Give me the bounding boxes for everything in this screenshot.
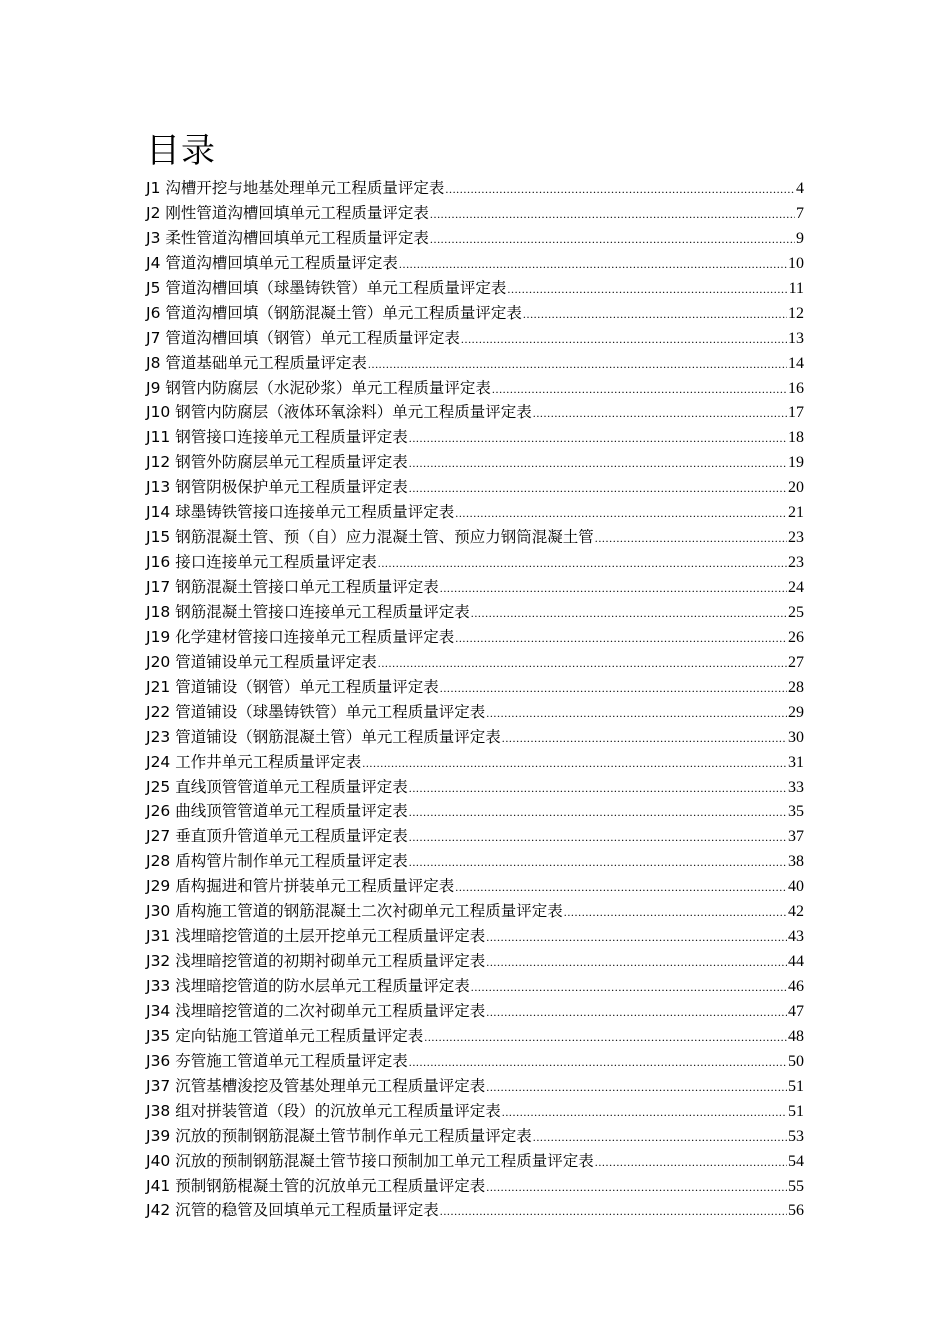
toc-dot-leader	[507, 277, 787, 302]
toc-entry-label: J12 钢管外防腐层单元工程质量评定表	[146, 453, 408, 472]
toc-entry-page-number: 35	[788, 803, 804, 821]
toc-dot-leader	[595, 526, 787, 551]
toc-entry[interactable]	[146, 525, 804, 550]
toc-entry-label: J26 曲线顶管管道单元工程质量评定表	[146, 802, 408, 821]
toc-entry-page-number: 11	[788, 279, 804, 297]
toc-entry-label: J1 沟槽开挖与地基处理单元工程质量评定表	[146, 179, 445, 197]
toc-entry-page-number: 42	[788, 903, 804, 921]
toc-dot-leader	[486, 1075, 787, 1100]
toc-dot-leader	[455, 626, 787, 651]
toc-entry-label: J22 管道铺设（球墨铸铁管）单元工程质量评定表	[146, 702, 486, 721]
toc-entry-page-number: 13	[788, 329, 804, 347]
toc-entry[interactable]	[146, 1124, 804, 1149]
toc-entry-page-number: 55	[788, 1177, 804, 1195]
toc-entry-page-number: 27	[788, 653, 804, 671]
toc-entry-label: J11 钢管接口连接单元工程质量评定表	[146, 428, 408, 447]
toc-entry[interactable]	[146, 949, 804, 974]
toc-entry-label: J20 管道铺设单元工程质量评定表	[146, 652, 377, 671]
toc-entry-label: J39 沉放的预制钢筋混凝土管节制作单元工程质量评定表	[146, 1126, 532, 1145]
toc-entry-label: J7 管道沟槽回填（钢管）单元工程质量评定表	[146, 328, 460, 347]
toc-entry-page-number: 9	[796, 229, 804, 247]
toc-dot-leader	[461, 327, 787, 352]
toc-entry[interactable]	[146, 700, 804, 725]
toc-entry-page-number: 19	[788, 454, 804, 472]
toc-entry-page-number: 26	[788, 628, 804, 646]
toc-entry-page-number: 28	[788, 678, 804, 696]
toc-entry[interactable]	[146, 226, 804, 251]
toc-entry-page-number: 51	[788, 1102, 804, 1120]
toc-entry-label: J32 浅埋暗挖管道的初期衬砌单元工程质量评定表	[146, 952, 486, 971]
toc-entry-label: J2 刚性管道沟槽回填单元工程质量评定表	[146, 203, 429, 222]
toc-entry[interactable]	[146, 450, 804, 475]
toc-entry-label: J37 沉管基槽浚挖及管基处理单元工程质量评定表	[146, 1076, 486, 1095]
toc-entry[interactable]	[146, 974, 804, 999]
toc-entry[interactable]	[146, 999, 804, 1024]
toc-entry-label: J21 管道铺设（钢管）单元工程质量评定表	[146, 677, 439, 696]
toc-entry[interactable]	[146, 376, 804, 401]
toc-entry-label: J5 管道沟槽回填（球墨铸铁管）单元工程质量评定表	[146, 278, 507, 297]
toc-dot-leader	[409, 476, 787, 501]
toc-dot-leader	[455, 875, 787, 900]
toc-entry-page-number: 30	[788, 728, 804, 746]
toc-entry-label: J24 工作井单元工程质量评定表	[146, 752, 362, 771]
toc-entry[interactable]	[146, 326, 804, 351]
toc-entry[interactable]	[146, 1024, 804, 1049]
toc-dot-leader	[533, 1125, 787, 1150]
toc-dot-leader	[502, 1100, 787, 1125]
toc-entry-page-number: 54	[788, 1152, 804, 1170]
toc-entry-label: J8 管道基础单元工程质量评定表	[146, 353, 367, 372]
toc-entry-label: J31 浅埋暗挖管道的土层开挖单元工程质量评定表	[146, 927, 486, 946]
toc-entry-page-number: 40	[788, 878, 804, 896]
toc-entry-page-number: 12	[788, 304, 804, 322]
toc-entry-page-number: 56	[788, 1202, 804, 1220]
toc-dot-leader	[471, 975, 787, 1000]
toc-dot-leader	[533, 401, 787, 426]
toc-entry-label: J10 钢管内防腐层（液体环氧涂料）单元工程质量评定表	[146, 403, 532, 422]
toc-entry-page-number: 31	[788, 753, 804, 771]
toc-entry-page-number: 4	[796, 180, 804, 197]
toc-dot-leader	[409, 800, 787, 825]
toc-entry-label: J27 垂直顶升管道单元工程质量评定表	[146, 827, 408, 846]
toc-entry[interactable]	[146, 201, 804, 226]
toc-entry-page-number: 16	[788, 379, 804, 397]
toc-entry[interactable]	[146, 899, 804, 924]
toc-entry-label: J40 沉放的预制钢筋混凝土管节接口预制加工单元工程质量评定表	[146, 1151, 594, 1170]
toc-entry[interactable]	[146, 874, 804, 899]
toc-entry-page-number: 48	[788, 1027, 804, 1045]
toc-entry-page-number: 50	[788, 1052, 804, 1070]
toc-entry[interactable]	[146, 1049, 804, 1074]
toc-dot-leader	[430, 227, 795, 252]
toc-dot-leader	[424, 1025, 787, 1050]
toc-dot-leader	[368, 352, 787, 377]
toc-entry-label: J14 球墨铸铁管接口连接单元工程质量评定表	[146, 503, 455, 522]
toc-entry-page-number: 53	[788, 1127, 804, 1145]
toc-entry[interactable]	[146, 500, 804, 525]
toc-entry[interactable]	[146, 176, 804, 201]
toc-dot-leader	[486, 1000, 787, 1025]
toc-title: 目录	[146, 131, 216, 171]
toc-dot-leader	[471, 601, 787, 626]
toc-entry-label: J23 管道铺设（钢筋混凝土管）单元工程质量评定表	[146, 727, 501, 746]
toc-entry-label: J25 直线顶管管道单元工程质量评定表	[146, 777, 408, 796]
toc-entry[interactable]	[146, 924, 804, 949]
toc-entry-label: J29 盾构掘进和管片拼装单元工程质量评定表	[146, 877, 455, 896]
toc-dot-leader	[409, 850, 787, 875]
toc-entry-page-number: 25	[788, 603, 804, 621]
toc-dot-leader	[486, 925, 787, 950]
toc-dot-leader	[440, 576, 787, 601]
toc-entry-label: J41 预制钢筋棍凝土管的沉放单元工程质量评定表	[146, 1176, 486, 1195]
toc-entry-label: J35 定向钻施工管道单元工程质量评定表	[146, 1026, 424, 1045]
toc-entry-page-number: 33	[788, 778, 804, 796]
toc-entry-page-number: 7	[796, 204, 804, 222]
toc-entry[interactable]	[146, 301, 804, 326]
toc-dot-leader	[409, 776, 787, 801]
toc-entry-page-number: 20	[788, 479, 804, 497]
toc-entry-label: J33 浅埋暗挖管道的防水层单元工程质量评定表	[146, 977, 470, 995]
toc-entry-page-number: 24	[788, 579, 804, 596]
toc-entry-label: J16 接口连接单元工程质量评定表	[146, 553, 377, 572]
toc-entry-label: J13 钢管阴极保护单元工程质量评定表	[146, 478, 408, 497]
toc-entry[interactable]	[146, 849, 804, 874]
toc-entry-label: J6 管道沟槽回填（钢筋混凝土管）单元工程质量评定表	[146, 303, 522, 322]
toc-entry[interactable]	[146, 650, 804, 675]
toc-entry[interactable]	[146, 575, 804, 600]
toc-dot-leader	[440, 1199, 787, 1224]
toc-entry[interactable]	[146, 1174, 804, 1199]
toc-entry-label: J9 钢管内防腐层（水泥砂浆）单元工程质量评定表	[146, 378, 491, 397]
toc-entry[interactable]	[146, 251, 804, 276]
toc-entry[interactable]	[146, 400, 804, 425]
toc-dot-leader	[486, 950, 787, 975]
toc-dot-leader	[492, 377, 787, 402]
toc-dot-leader	[362, 751, 787, 776]
toc-entry-label: J19 化学建材管接口连接单元工程质量评定表	[146, 627, 455, 646]
toc-dot-leader	[455, 501, 787, 526]
toc-entry[interactable]	[146, 675, 804, 700]
toc-entry-label: J34 浅埋暗挖管道的二次衬砌单元工程质量评定表	[146, 1001, 486, 1020]
toc-dot-leader	[486, 1175, 787, 1200]
toc-entry[interactable]	[146, 1099, 804, 1124]
toc-dot-leader	[409, 451, 787, 476]
toc-dot-leader	[409, 1050, 787, 1075]
toc-entry-label: J3 柔性管道沟槽回填单元工程质量评定表	[146, 228, 429, 247]
toc-entry-page-number: 51	[788, 1077, 804, 1095]
toc-entry[interactable]	[146, 600, 804, 625]
toc-dot-leader	[378, 551, 787, 576]
toc-entry-page-number: 14	[788, 354, 804, 372]
toc-dot-leader	[523, 302, 787, 327]
toc-entry-label: J4 管道沟槽回填单元工程质量评定表	[146, 253, 398, 272]
toc-dot-leader	[440, 676, 787, 701]
toc-dot-leader	[445, 177, 795, 202]
toc-dot-leader	[502, 726, 787, 751]
toc-entry[interactable]	[146, 1074, 804, 1099]
toc-entry[interactable]	[146, 824, 804, 849]
toc-entry-label: J42 沉管的稳管及回填单元工程质量评定表	[146, 1201, 439, 1220]
toc-dot-leader	[399, 252, 787, 277]
toc-entry[interactable]	[146, 276, 804, 301]
toc-entry[interactable]	[146, 550, 804, 575]
toc-entry-page-number: 23	[788, 529, 804, 547]
toc-entry[interactable]	[146, 475, 804, 500]
toc-dot-leader	[564, 900, 787, 925]
toc-entry-label: J38 组对拼装管道（段）的沉放单元工程质量评定表	[146, 1101, 501, 1120]
toc-entry[interactable]	[146, 1198, 804, 1223]
toc-entry[interactable]	[146, 425, 804, 450]
toc-dot-leader	[595, 1150, 787, 1175]
toc-entry-page-number: 17	[788, 404, 804, 422]
toc-entry[interactable]	[146, 351, 804, 376]
toc-entry[interactable]	[146, 750, 804, 775]
toc-entry-label: J36 夯管施工管道单元工程质量评定表	[146, 1051, 408, 1070]
toc-dot-leader	[430, 202, 795, 227]
toc-entry-label: J15 钢筋混凝土管、预（自）应力混凝土管、预应力钢筒混凝土管	[146, 528, 594, 547]
toc-entry-page-number: 21	[788, 504, 804, 522]
toc-entry-page-number: 43	[788, 928, 804, 946]
toc-entry-label: J30 盾构施工管道的钢筋混凝土二次衬砌单元工程质量评定表	[146, 902, 563, 921]
toc-list	[146, 176, 804, 1223]
toc-entry-page-number: 47	[788, 1002, 804, 1020]
toc-entry[interactable]	[146, 725, 804, 750]
toc-entry[interactable]	[146, 625, 804, 650]
toc-entry-page-number: 46	[788, 978, 804, 995]
toc-entry[interactable]	[146, 1149, 804, 1174]
toc-entry-label: J18 钢筋混凝土管接口连接单元工程质量评定表	[146, 602, 470, 621]
toc-entry[interactable]	[146, 799, 804, 824]
toc-entry-page-number: 23	[788, 554, 804, 572]
toc-entry-page-number: 18	[788, 429, 804, 447]
toc-entry-page-number: 29	[788, 703, 804, 721]
toc-entry-page-number: 37	[788, 828, 804, 846]
toc-dot-leader	[486, 701, 787, 726]
toc-dot-leader	[409, 426, 787, 451]
toc-dot-leader	[378, 651, 787, 676]
toc-entry-label: J28 盾构管片制作单元工程质量评定表	[146, 852, 408, 871]
toc-dot-leader	[409, 825, 787, 850]
toc-entry-page-number: 44	[788, 953, 804, 971]
toc-entry-label: J17 钢筋混凝土管接口单元工程质量评定表	[146, 578, 439, 596]
toc-entry[interactable]	[146, 775, 804, 800]
toc-entry-page-number: 38	[788, 853, 804, 871]
toc-entry-page-number: 10	[788, 254, 804, 272]
